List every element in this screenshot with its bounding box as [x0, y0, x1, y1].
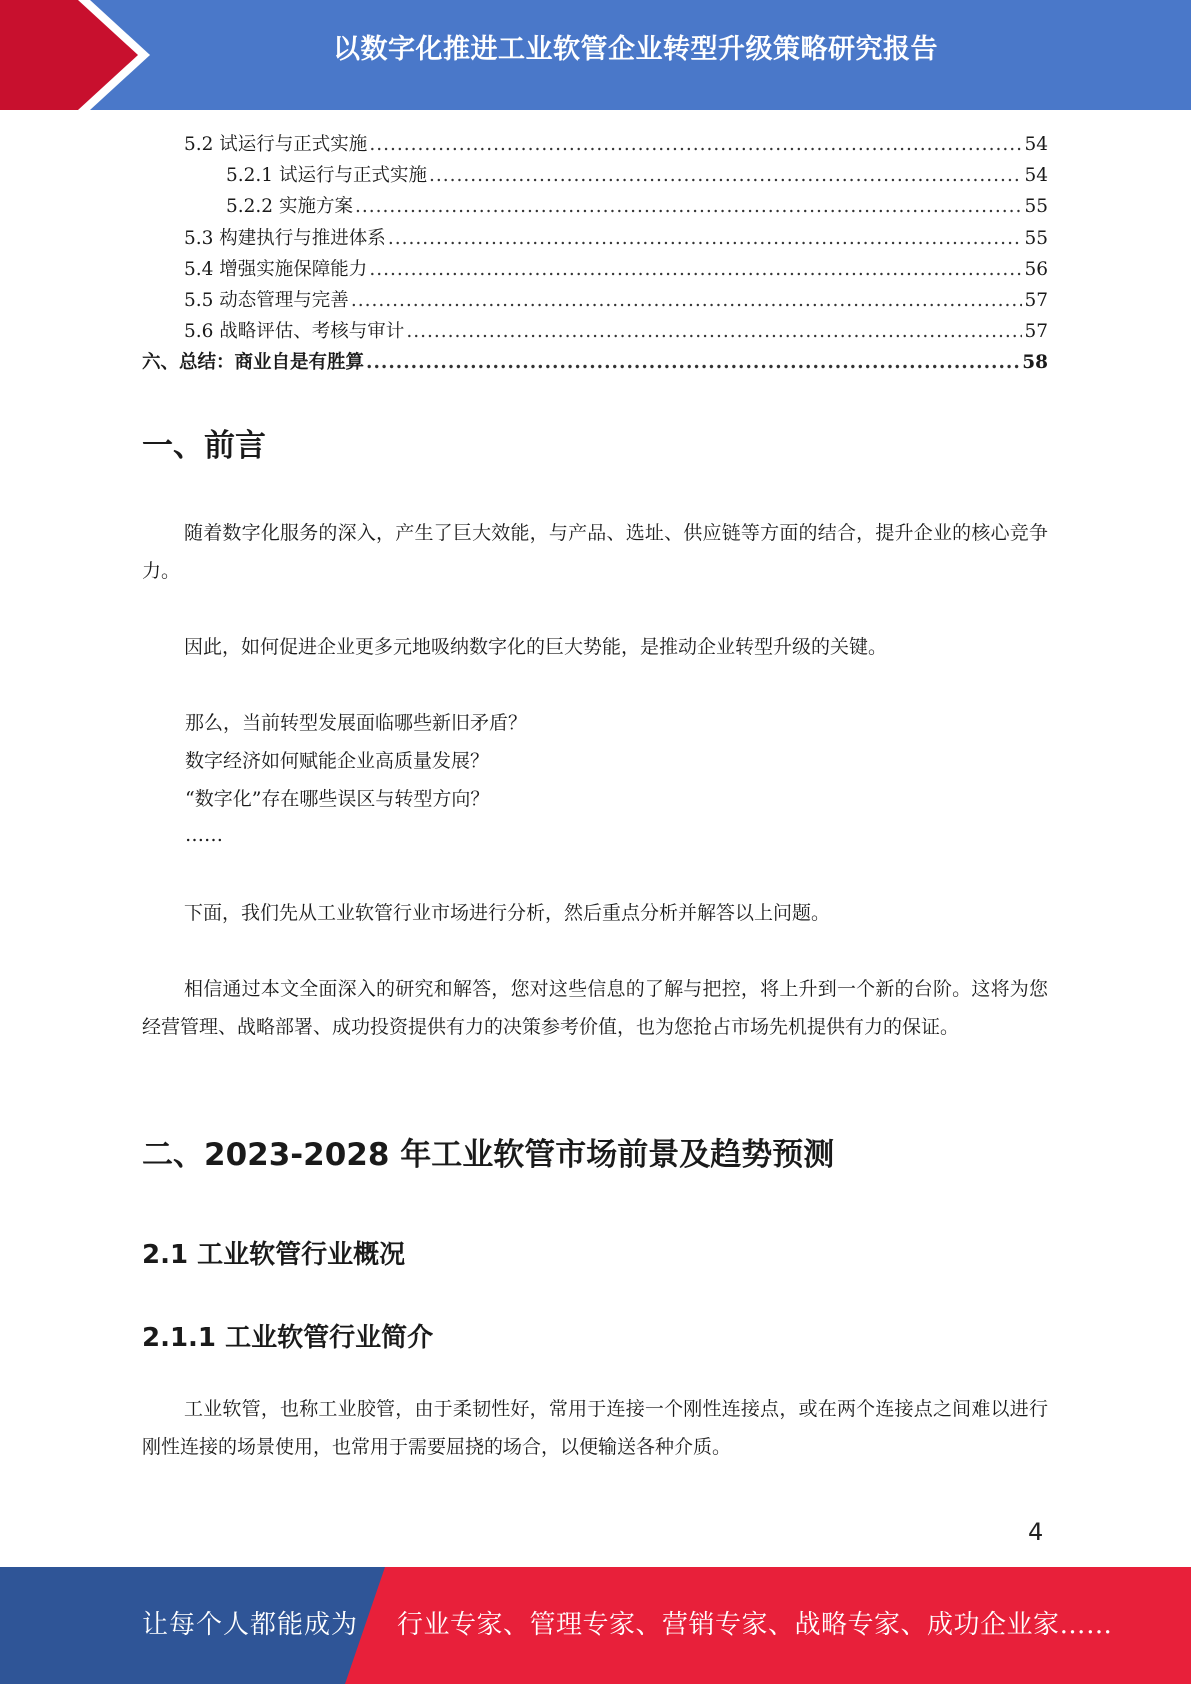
paragraph: 下面，我们先从工业软管行业市场进行分析，然后重点分析并解答以上问题。 [184, 902, 831, 924]
section-heading-forecast: 二、2023-2028 年工业软管市场前景及趋势预测 [142, 1137, 835, 1173]
toc-entry[interactable] [142, 224, 1048, 255]
toc-leader [369, 259, 1022, 280]
toc-label: 六、总结：商业自是有胜算 [142, 352, 365, 374]
toc-label: 5.2 试运行与正式实施 [184, 134, 368, 155]
table-of-contents [142, 130, 1048, 380]
toc-page: 57 [1024, 289, 1048, 311]
question-line: “数字化”存在哪些误区与转型方向？ [185, 788, 490, 810]
toc-entry[interactable] [142, 192, 1048, 223]
page-footer [0, 1567, 1191, 1684]
question-line: 那么，当前转型发展面临哪些新旧矛盾？ [185, 712, 528, 734]
toc-entry[interactable] [142, 348, 1048, 379]
section-heading-preface: 一、前言 [142, 428, 266, 464]
report-title: 以数字化推进工业软管企业转型升级策略研究报告 [333, 34, 938, 65]
toc-leader [351, 290, 1023, 311]
question-line: 数字经济如何赋能企业高质量发展？ [185, 750, 490, 772]
toc-entry[interactable] [142, 130, 1048, 161]
footer-slogan-right: 行业专家、管理专家、营销专家、战略专家、成功企业家…… [397, 1610, 1113, 1640]
ellipsis-line: …… [185, 824, 223, 846]
paragraph: 相信通过本文全面深入的研究和解答，您对这些信息的了解与把控，将上升到一个新的台阶。这将为您经营管理、战略部署、成功投资提供有力的决策参考价值，也为您抢占市场先机提供有力的保证。 [142, 978, 1048, 1038]
paragraph: 因此，如何促进企业更多元地吸纳数字化的巨大势能，是推动企业转型升级的关键。 [184, 636, 888, 658]
toc-label: 5.3 构建执行与推进体系 [184, 227, 386, 249]
toc-leader [429, 165, 1022, 186]
toc-label: 5.2.1 试运行与正式实施 [226, 165, 427, 187]
toc-page: 57 [1024, 321, 1048, 343]
toc-leader [406, 321, 1022, 342]
toc-leader [369, 134, 1022, 155]
toc-entry[interactable] [142, 286, 1048, 317]
toc-leader [355, 196, 1023, 217]
toc-label: 5.6 战略评估、考核与审计 [184, 321, 405, 343]
toc-label: 5.5 动态管理与完善 [184, 289, 349, 311]
toc-leader [366, 352, 1020, 373]
paragraph: 随着数字化服务的深入，产生了巨大效能，与产品、选址、供应链等方面的结合，提升企业的核心竞争力。 [142, 522, 1048, 582]
paragraph: 工业软管，也称工业胶管，由于柔韧性好，常用于连接一个刚性连接点，或在两个连接点之间难以进行刚性连接的场景使用，也常用于需要屈挠的场合，以便输送各种介质。 [142, 1398, 1048, 1458]
toc-page: 55 [1024, 227, 1048, 249]
toc-page: 54 [1024, 165, 1048, 187]
page-header [0, 0, 1191, 110]
toc-entry[interactable] [142, 317, 1048, 348]
page-number: 4 [1028, 1518, 1044, 1546]
toc-page: 58 [1022, 352, 1048, 374]
toc-page: 54 [1024, 134, 1048, 155]
toc-page: 56 [1024, 258, 1048, 280]
subsection-heading: 2.1 工业软管行业概况 [142, 1240, 406, 1270]
toc-label: 5.4 增强实施保障能力 [184, 258, 368, 280]
toc-entry[interactable] [142, 161, 1048, 192]
toc-page: 55 [1024, 196, 1048, 218]
subsection-heading: 2.1.1 工业软管行业简介 [142, 1323, 434, 1353]
footer-slogan-left: 让每个人都能成为 [142, 1610, 359, 1640]
toc-entry[interactable] [142, 255, 1048, 286]
toc-label: 5.2.2 实施方案 [226, 196, 353, 218]
toc-leader [388, 228, 1023, 249]
